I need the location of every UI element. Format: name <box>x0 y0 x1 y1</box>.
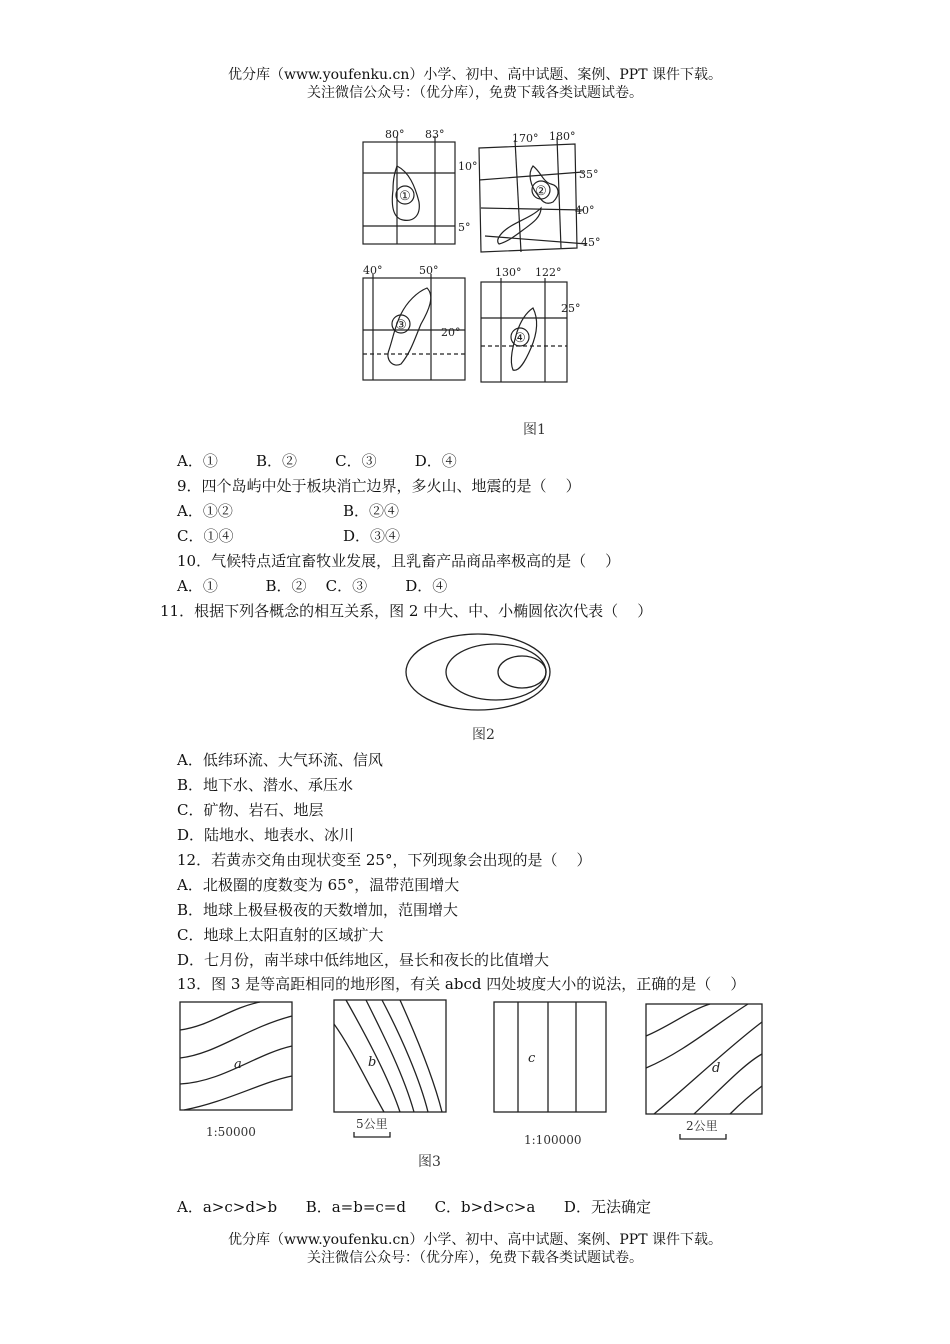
q9-option-c: C．①④ <box>177 527 234 545</box>
figure-2-caption: 图2 <box>472 727 495 743</box>
scale-bar-b <box>354 1132 390 1137</box>
map-4-lat-1: 25° <box>561 302 581 315</box>
q8-options: A．① B．② C．③ D．④ <box>177 452 457 470</box>
q11-stem: 11．根据下列各概念的相互关系，图 2 中大、中、小椭圆依次代表（ ） <box>160 602 653 620</box>
q13-stem: 13．图 3 是等高距相同的地形图，有关 abcd 四处坡度大小的说法，正确的是（ ） <box>177 975 746 993</box>
map-1-number: ① <box>399 189 411 204</box>
figure-1-caption: 图1 <box>523 422 546 438</box>
figure-3 <box>170 996 780 1176</box>
q9-option-b: B．②④ <box>343 502 400 520</box>
footer-line-2: 关注微信公众号：（优分库），免费下载各类试题试卷。 <box>307 1250 643 1266</box>
figure-2 <box>400 630 560 745</box>
q10-stem: 10．气候特点适宜畜牧业发展，且乳畜产品商品率极高的是（ ） <box>177 552 621 570</box>
q9-option-d: D．③④ <box>343 527 401 545</box>
q12-option-d: D．七月份，南半球中低纬地区，昼长和夜长的比值增大 <box>177 951 550 969</box>
map-1-lat-1: 10° <box>458 160 478 173</box>
q9-stem: 9．四个岛屿中处于板块消亡边界，多火山、地震的是（ ） <box>177 477 581 495</box>
q13-options: A．a>c>d>b B．a=b=c=d C．b>d>c>a D．无法确定 <box>177 1198 651 1216</box>
map-2-lon-1: 170° <box>512 132 539 145</box>
q12-option-c: C．地球上太阳直射的区域扩大 <box>177 926 384 944</box>
label-b: b <box>368 1055 377 1070</box>
label-a: a <box>234 1057 242 1072</box>
header-line-2: 关注微信公众号：（优分库），免费下载各类试题试卷。 <box>307 85 643 101</box>
figure-3-caption: 图3 <box>418 1154 441 1170</box>
map-2-frame <box>479 144 577 252</box>
medium-ellipse <box>446 644 546 700</box>
map-4-number: ④ <box>514 331 526 346</box>
map-3-lon-2: 50° <box>419 264 439 277</box>
footer-line-1: 优分库（www.youfenku.cn）小学、初中、高中试题、案例、PPT 课件下载。 <box>227 1232 722 1248</box>
label-d: d <box>712 1061 721 1076</box>
map-4-lon-2: 122° <box>535 266 562 279</box>
scale-d: 2公里 <box>686 1119 718 1133</box>
scale-a: 1:50000 <box>206 1125 256 1139</box>
q12-option-a: A．北极圈的度数变为 65°，温带范围增大 <box>177 876 460 894</box>
contour-map-a <box>180 1002 292 1110</box>
map-4-lon-1: 130° <box>495 266 522 279</box>
map-1-lat-2: 5° <box>458 221 471 234</box>
map-2-lat-3: 45° <box>581 236 601 249</box>
map-2-number: ② <box>535 184 547 199</box>
map-1-lon-2: 83° <box>425 128 445 141</box>
map-2-lat-1: 35° <box>579 168 599 181</box>
map-1-lon-1: 80° <box>385 128 405 141</box>
q12-stem: 12．若黄赤交角由现状变至 25°，下列现象会出现的是（ ） <box>177 851 592 869</box>
q11-option-c: C．矿物、岩石、地层 <box>177 801 324 819</box>
label-c: c <box>528 1051 536 1066</box>
map-3-lon-1: 40° <box>363 264 383 277</box>
q11-option-a: A．低纬环流、大气环流、信风 <box>177 751 383 769</box>
q11-option-d: D．陆地水、地表水、冰川 <box>177 826 355 844</box>
figure-1 <box>355 128 605 443</box>
map-2-lon-2: 180° <box>549 130 576 143</box>
small-ellipse <box>498 656 546 688</box>
q10-options: A．① B．② C．③ D．④ <box>177 577 448 595</box>
header-line-1: 优分库（www.youfenku.cn）小学、初中、高中试题、案例、PPT 课件下载。 <box>227 67 722 83</box>
scale-b: 5公里 <box>356 1117 388 1131</box>
scale-bar-d <box>680 1134 726 1139</box>
map-2-lat-2: 40° <box>575 204 595 217</box>
contour-map-c <box>494 1002 606 1112</box>
q11-option-b: B．地下水、潜水、承压水 <box>177 776 354 794</box>
map-3-lat-1: 20° <box>441 326 461 339</box>
scale-c: 1:100000 <box>524 1133 582 1147</box>
q12-option-b: B．地球上极昼极夜的天数增加，范围增大 <box>177 901 459 919</box>
q9-option-a: A．①② <box>177 502 233 520</box>
map-3-number: ③ <box>395 318 407 333</box>
